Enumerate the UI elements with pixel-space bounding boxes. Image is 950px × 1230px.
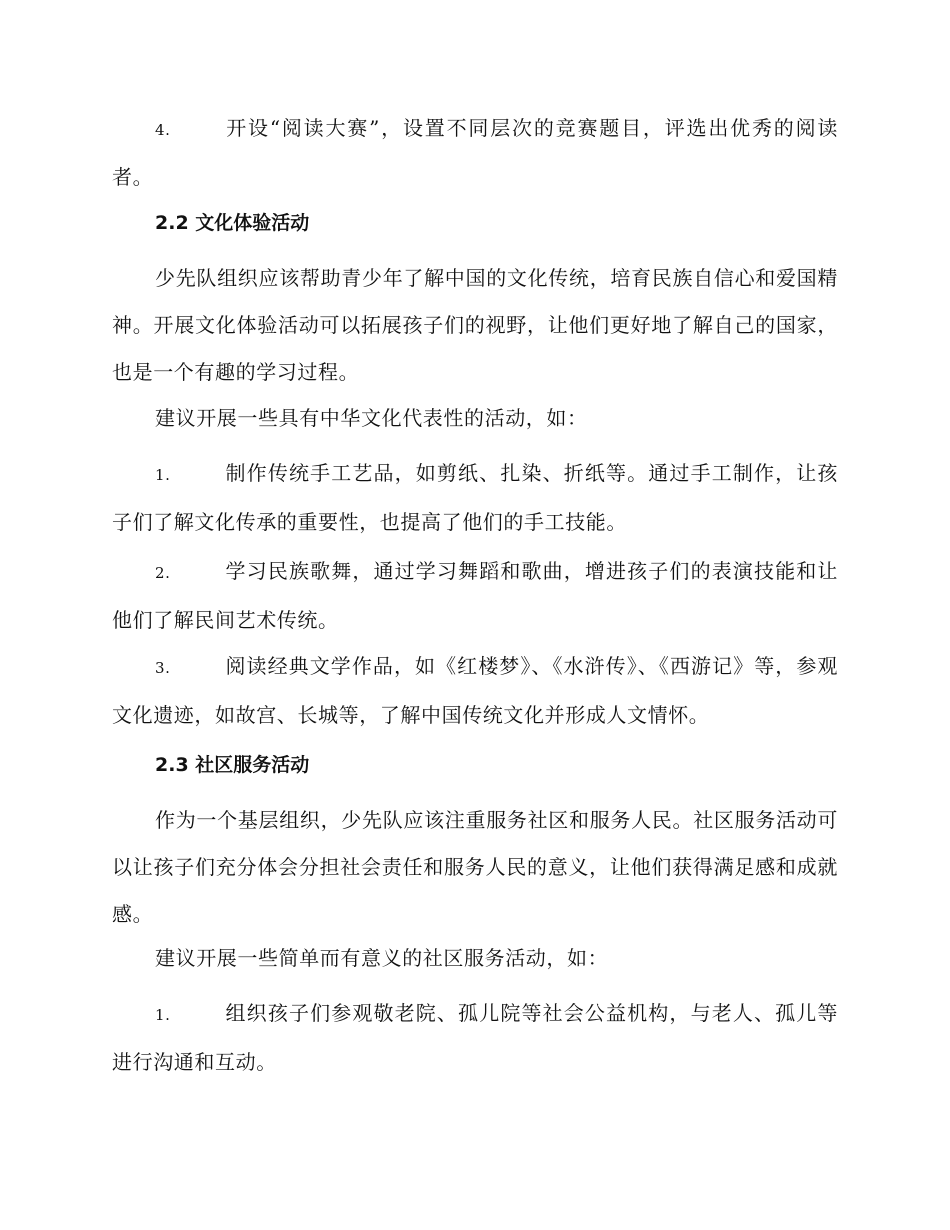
list-item-text: 阅读经典文学作品，如《红楼梦》、《水浒传》、《西游记》等，参观文化遗迹，如故宫、长城等，了解中国传统文化并形成人文情怀。 xyxy=(112,654,838,727)
list-item-text: 开设“阅读大赛”，设置不同层次的竞赛题目，评选出优秀的阅读者。 xyxy=(112,116,838,189)
list-item-number: 1. xyxy=(155,1006,171,1024)
list-item-text: 组织孩子们参观敬老院、孤儿院等社会公益机构，与老人、孤儿等进行沟通和互动。 xyxy=(112,1001,838,1074)
list-item xyxy=(112,105,838,201)
list-item xyxy=(112,990,838,1086)
list-item xyxy=(112,548,838,644)
list-item-number: 2. xyxy=(155,564,171,582)
list-item-number: 1. xyxy=(155,466,171,484)
section-heading: 2.3 社区服务活动 xyxy=(155,754,310,776)
list-item xyxy=(112,643,838,739)
paragraph: 建议开展一些简单而有意义的社区服务活动，如： xyxy=(155,946,609,970)
paragraph: 建议开展一些具有中华文化代表性的活动，如： xyxy=(155,406,588,430)
list-item xyxy=(112,450,838,546)
list-item-number: 3. xyxy=(155,659,171,677)
list-item-text: 制作传统手工艺品，如剪纸、扎染、折纸等。通过手工制作，让孩子们了解文化传承的重要性，也提高了他们的手工技能。 xyxy=(112,461,838,534)
section-heading: 2.2 文化体验活动 xyxy=(155,212,310,234)
paragraph: 少先队组织应该帮助青少年了解中国的文化传统，培育民族自信心和爱国精神。开展文化体验活动可以拓展孩子们的视野，让他们更好地了解自己的国家，也是一个有趣的学习过程。 xyxy=(112,266,838,384)
list-item-text: 学习民族歌舞，通过学习舞蹈和歌曲，增进孩子们的表演技能和让他们了解民间艺术传统。 xyxy=(112,559,838,632)
list-item-number: 4. xyxy=(155,121,171,139)
paragraph: 作为一个基层组织，少先队应该注重服务社区和服务人民。社区服务活动可以让孩子们充分体会分担社会责任和服务人民的意义，让他们获得满足感和成就感。 xyxy=(112,808,838,926)
